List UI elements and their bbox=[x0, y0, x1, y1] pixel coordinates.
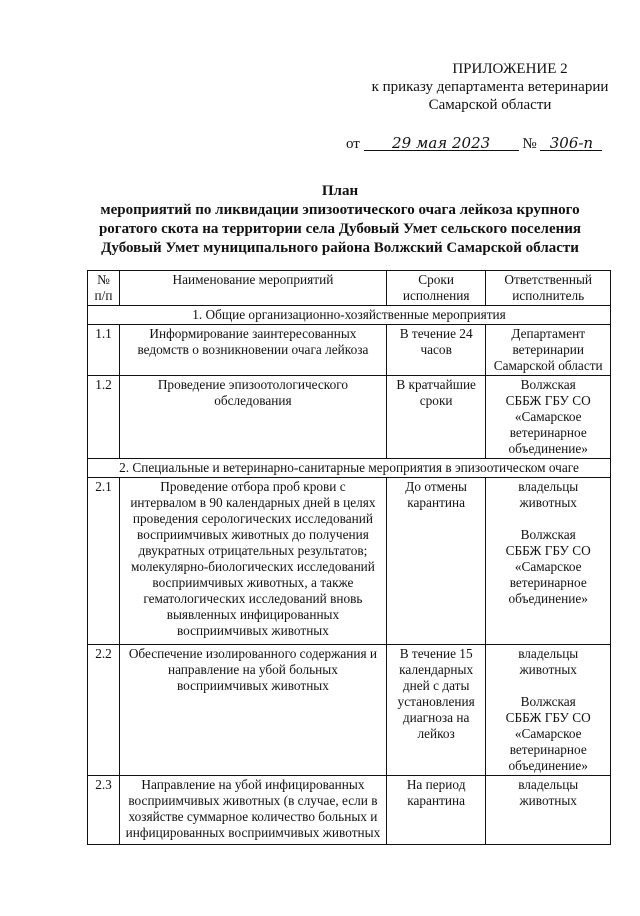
row-num: 1.1 bbox=[88, 325, 120, 376]
row-name: Обеспечение изолированного содержания и направление на убой больных восприимчивых животных bbox=[120, 645, 387, 776]
row-responsible: Департамент ветеринарии Самарской области bbox=[486, 325, 611, 376]
row-num: 2.3 bbox=[88, 776, 120, 845]
row-term: На период карантина bbox=[386, 776, 486, 845]
row-term: В течение 24 часов bbox=[386, 325, 486, 376]
row-num: 1.2 bbox=[88, 376, 120, 459]
section-title-1: 1. Общие организационно-хозяйственные мероприятия bbox=[88, 306, 611, 325]
table-row bbox=[88, 478, 611, 645]
row-term: До отмены карантина bbox=[386, 478, 486, 645]
row-name: Направление на убой инфицированных восприимчивых животных (в случае, если в хозяйстве суммарное количество больных и инфицированных восприимчивых животных bbox=[120, 776, 387, 845]
document-title bbox=[70, 182, 610, 258]
row-responsible: владельцы животных bbox=[486, 776, 611, 845]
row-num: 2.2 bbox=[88, 645, 120, 776]
appendix-header bbox=[350, 60, 630, 114]
date-prefix: от bbox=[346, 136, 360, 152]
order-number: 306-п bbox=[540, 136, 602, 151]
row-name: Проведение эпизоотологического обследования bbox=[120, 376, 387, 459]
section-title-2: 2. Специальные и ветеринарно-санитарные мероприятия в эпизоотическом очаге bbox=[88, 459, 611, 478]
order-date-number bbox=[346, 136, 626, 153]
row-num: 2.1 bbox=[88, 478, 120, 645]
header-name: Наименование мероприятий bbox=[120, 271, 387, 306]
table-row bbox=[88, 776, 611, 845]
title-line1: План bbox=[321, 183, 359, 199]
header-term: Сроки исполнения bbox=[386, 271, 486, 306]
table-row bbox=[88, 645, 611, 776]
plan-table bbox=[87, 270, 611, 845]
number-prefix: № bbox=[522, 136, 537, 152]
table-row bbox=[88, 376, 611, 459]
appendix-title: ПРИЛОЖЕНИЕ 2 bbox=[452, 61, 568, 77]
section-row-1 bbox=[88, 306, 611, 325]
row-responsible: владельцы животных Волжская СББЖ ГБУ СО «Самарское ветеринарное объединение» bbox=[486, 645, 611, 776]
row-term: В течение 15 календарных дней с даты установления диагноза на лейкоз bbox=[386, 645, 486, 776]
title-line4: Дубовый Умет муниципального района Волжский Самарской области bbox=[101, 240, 579, 256]
title-line3: рогатого скота на территории села Дубовый Умет сельского поселения bbox=[98, 221, 582, 237]
table-header-row bbox=[88, 271, 611, 306]
title-line2: мероприятий по ликвидации эпизоотического очага лейкоза крупного bbox=[100, 202, 580, 218]
row-term: В кратчайшие сроки bbox=[386, 376, 486, 459]
row-responsible: владельцы животных Волжская СББЖ ГБУ СО «Самарское ветеринарное объединение» bbox=[486, 478, 611, 645]
header-num: № п/п bbox=[88, 271, 120, 306]
row-responsible: Волжская СББЖ ГБУ СО «Самарское ветеринарное объединение» bbox=[486, 376, 611, 459]
order-reference-line1: к приказу департамента ветеринарии bbox=[371, 79, 609, 95]
order-reference-line2: Самарской области bbox=[428, 97, 552, 113]
table-row bbox=[88, 325, 611, 376]
row-name: Информирование заинтересованных ведомств о возникновении очага лейкоза bbox=[120, 325, 387, 376]
order-date: 29 мая 2023 bbox=[364, 136, 519, 151]
header-responsible: Ответственный исполнитель bbox=[486, 271, 611, 306]
section-row-2 bbox=[88, 459, 611, 478]
row-name: Проведение отбора проб крови с интервалом в 90 календарных дней в целях проведения серологических исследований восприимчивых животных до получения двукратных отрицательных результатов; молекулярно-биологических исследований восприимчивых животных, а также гематологических исследований вновь выявленных инфицированных восприимчивых животных bbox=[120, 478, 387, 645]
